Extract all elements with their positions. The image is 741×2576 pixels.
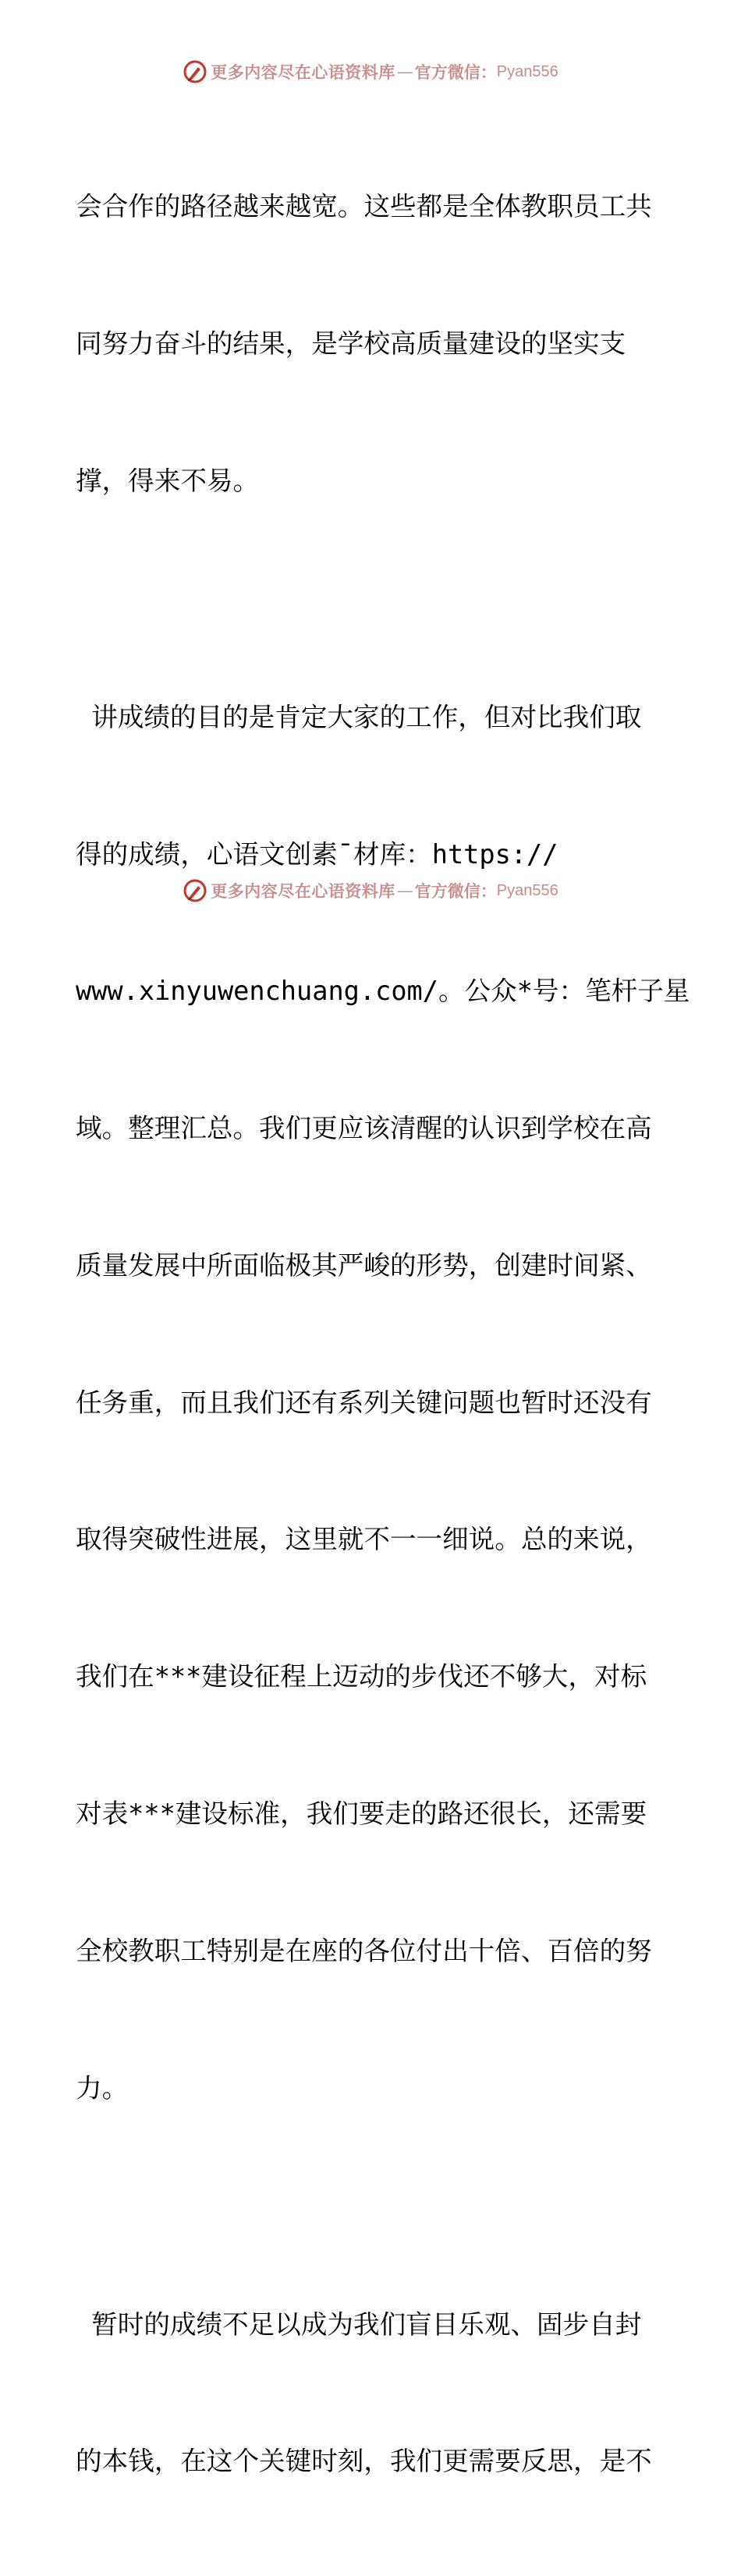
text-line: www.xinyuwenchuang.com/。公众*号：笔杆子星 xyxy=(76,976,690,1007)
header-watermark-text: 更多内容尽在心语资料库 xyxy=(211,62,395,82)
paragraph-3 xyxy=(76,2210,668,2576)
footer-watermark xyxy=(0,875,741,906)
footer-separator: — xyxy=(396,881,413,900)
text-line: 取得突破性进展，这里就不一一细说。总的来说， xyxy=(76,1524,652,1555)
footer-wechat-id: Pyan556 xyxy=(496,881,558,899)
text-line: 讲成绩的目的是肯定大家的工作，但对比我们取 xyxy=(76,701,642,732)
text-line: 的本钱，在这个关键时刻，我们更需要反思，是不 xyxy=(76,2446,652,2477)
footer-watermark-text: 更多内容尽在心语资料库 xyxy=(211,881,395,901)
header-wechat-label: 官方微信： xyxy=(414,62,497,82)
text-line: 任务重，而且我们还有系列关键问题也暂时还没有 xyxy=(76,1387,652,1418)
text-line: 得的成绩，心语文创素¯材库：https:// xyxy=(76,838,558,870)
header-wechat-id: Pyan556 xyxy=(496,62,558,80)
text-line: 我们在***建设征程上迈动的步伐还不够大，对标 xyxy=(76,1661,647,1692)
body-text xyxy=(76,93,690,2576)
paragraph-1 xyxy=(76,93,668,596)
text-line: 会合作的路径越来越宽。这些都是全体教职员工共 xyxy=(76,191,652,222)
text-line: 质量发展中所面临极其严峻的形势，创建时间紧、 xyxy=(76,1249,652,1281)
text-line: 同努力奋斗的结果，是学校高质量建设的坚实支 xyxy=(76,328,626,359)
pen-logo-icon xyxy=(183,878,207,903)
text-line: 力。 xyxy=(76,2072,129,2103)
text-line: 域。整理汇总。我们更应该清醒的认识到学校在高 xyxy=(76,1113,652,1144)
text-line: 对表***建设标准，我们要走的路还很长，还需要 xyxy=(76,1798,647,1829)
header-watermark xyxy=(0,56,741,87)
footer-wechat-label: 官方微信： xyxy=(414,881,497,901)
text-line: 暂时的成绩不足以成为我们盲目乐观、固步自封 xyxy=(76,2308,642,2340)
pen-logo-icon xyxy=(183,59,207,84)
header-separator: — xyxy=(396,62,413,81)
text-line: 撑，得来不易。 xyxy=(76,465,260,496)
paragraph-2 xyxy=(76,604,690,2203)
text-line: 全校教职工特别是在座的各位付出十倍、百倍的努 xyxy=(76,1935,652,1966)
